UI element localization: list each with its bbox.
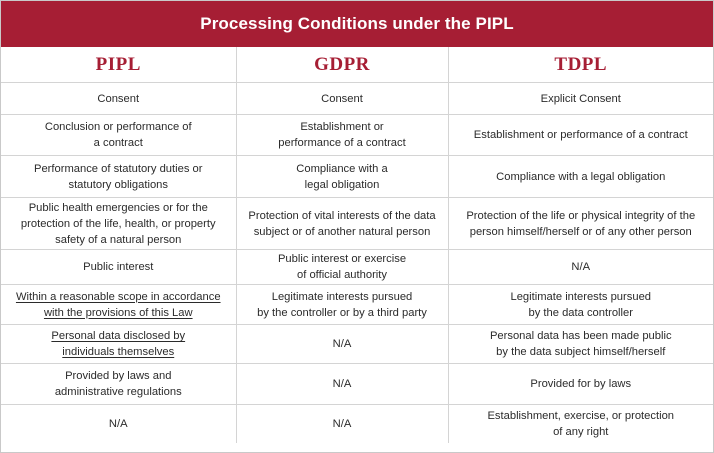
- table-cell: Provided by laws and administrative regulations: [1, 364, 236, 405]
- table-row: [1, 83, 713, 115]
- column-header-gdpr: GDPR: [236, 47, 448, 83]
- table-cell: Consent: [1, 83, 236, 115]
- table-cell: N/A: [236, 325, 448, 364]
- column-header-pipl: PIPL: [1, 47, 236, 83]
- table-row: [1, 250, 713, 285]
- table-cell: Establishment, exercise, or protection of any right: [448, 405, 713, 444]
- table-cell: Public interest: [1, 250, 236, 285]
- table-cell: Provided for by laws: [448, 364, 713, 405]
- table-row: [1, 285, 713, 325]
- table-cell: Public interest or exercise of official authority: [236, 250, 448, 285]
- table-cell: Protection of the life or physical integrity of the person himself/herself or of any other person: [448, 198, 713, 250]
- table-row: [1, 405, 713, 444]
- table-row: [1, 364, 713, 405]
- header-row: [1, 47, 713, 83]
- table-title: Processing Conditions under the PIPL: [1, 1, 713, 47]
- table-cell: Legitimate interests pursued by the controller or by a third party: [236, 285, 448, 325]
- table-cell: Establishment or performance of a contract: [236, 115, 448, 156]
- table-cell: Public health emergencies or for the protection of the life, health, or property safety of a natural person: [1, 198, 236, 250]
- table-cell: N/A: [236, 364, 448, 405]
- table-cell: N/A: [236, 405, 448, 444]
- table-row: [1, 198, 713, 250]
- table-cell: N/A: [448, 250, 713, 285]
- table-cell-underlined: Within a reasonable scope in accordance with the provisions of this Law: [1, 285, 236, 325]
- table-row: [1, 156, 713, 198]
- table-cell: Protection of vital interests of the data subject or of another natural person: [236, 198, 448, 250]
- table-cell: Establishment or performance of a contract: [448, 115, 713, 156]
- table-cell: Consent: [236, 83, 448, 115]
- table-cell: Compliance with a legal obligation: [448, 156, 713, 198]
- processing-conditions-table: [1, 47, 713, 443]
- table-cell: Explicit Consent: [448, 83, 713, 115]
- table-cell-underlined: Personal data disclosed by individuals themselves: [1, 325, 236, 364]
- table-cell: Conclusion or performance of a contract: [1, 115, 236, 156]
- column-header-tdpl: TDPL: [448, 47, 713, 83]
- table-cell: Performance of statutory duties or statutory obligations: [1, 156, 236, 198]
- table-cell: Compliance with a legal obligation: [236, 156, 448, 198]
- table-row: [1, 325, 713, 364]
- table-cell: N/A: [1, 405, 236, 444]
- table-cell: Personal data has been made public by the data subject himself/herself: [448, 325, 713, 364]
- table-row: [1, 115, 713, 156]
- table-cell: Legitimate interests pursued by the data controller: [448, 285, 713, 325]
